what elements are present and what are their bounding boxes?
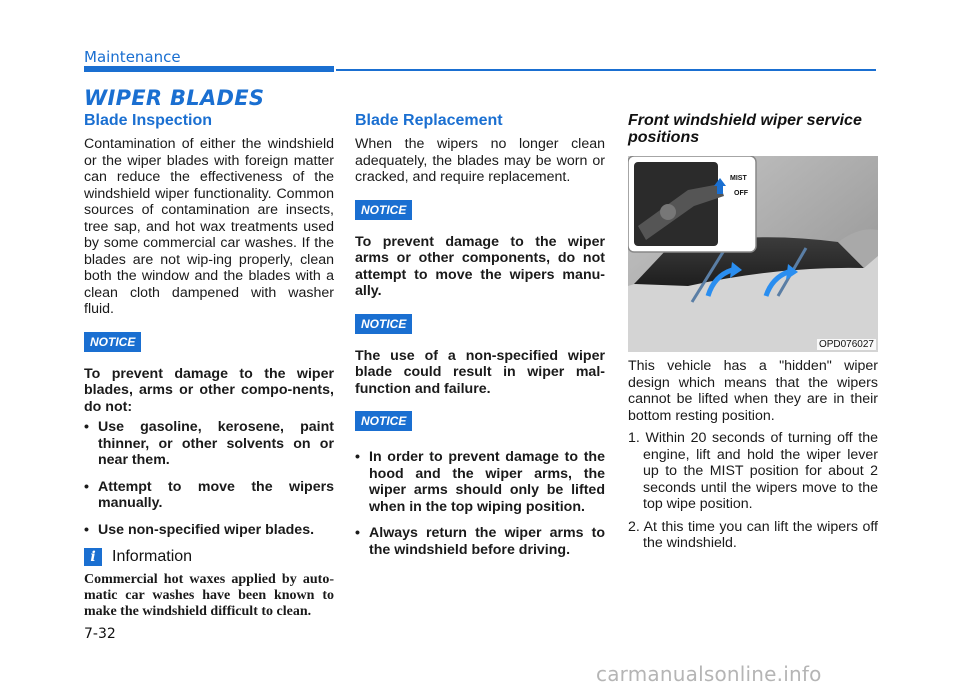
heading-service-positions: Front windshield wiper service positions: [628, 112, 862, 146]
list-item: • Use non-specified wiper blades.: [84, 522, 334, 539]
column-blade-replacement: [355, 112, 605, 568]
inspection-body: Contamination of either the windshield or the wiper blades with foreign matter can reduce the effectiveness of the windshield wiper functionality. Common sources of contamination are insects, tree sap, and hot wax treatments used by some commercial car washes. If the blades are not wip-ing properly, clean both the window and the blades with a clean cloth dampened with washer fluid.: [84, 136, 334, 317]
header-rule-line: [336, 69, 876, 71]
page-number: 7-32: [84, 626, 116, 642]
notice-badge: NOTICE: [355, 200, 412, 220]
notice-text: To prevent damage to the wiper arms or other components, do not attempt to move the wipers manu-ally.: [355, 233, 605, 299]
notice-text: To prevent damage to the wiper blades, arms or other compo-nents, do not:: [84, 365, 334, 415]
wiper-illustration-svg: [628, 156, 878, 352]
replacement-body: When the wipers no longer clean adequately, the blades may be worn or cracked, and require replacement.: [355, 136, 605, 185]
heading-blade-replacement: Blade Replacement: [355, 112, 503, 129]
notice-badge: NOTICE: [355, 314, 412, 334]
list-item: 1. Within 20 seconds of turning off the engine, lift and hold the wiper lever up to the MIST position for about 2 seconds until the wipers move to the top wipe position.: [628, 430, 878, 512]
mist-label: MIST: [730, 175, 747, 182]
notice-text: The use of a non-specified wiper blade could result in wiper mal-function and failure.: [355, 347, 605, 397]
column-blade-inspection: [84, 112, 334, 620]
page-title: WIPER BLADES: [84, 86, 265, 110]
list-item: • In order to prevent damage to the hood and the wiper arms, the wiper arms should only be lifted when in the top wiping position.: [355, 449, 605, 515]
notice-badge: NOTICE: [84, 332, 141, 352]
service-body: This vehicle has a "hidden" wiper design which means that the wipers cannot be lifted when they are in their bottom resting position.: [628, 358, 878, 424]
list-item: 2. At this time you can lift the wipers off the windshield.: [628, 518, 878, 551]
information-title: Information: [112, 548, 193, 565]
list-item: • Always return the wiper arms to the windshield before driving.: [355, 525, 605, 558]
header-rule-bar: [84, 66, 334, 72]
notice-bullet-list: [355, 449, 605, 558]
service-steps: [628, 430, 878, 552]
off-label: OFF: [734, 190, 748, 197]
figure-code: OPD076027: [818, 339, 874, 350]
information-header: [84, 548, 334, 566]
wiper-illustration: [628, 156, 878, 352]
list-item: • Attempt to move the wipers manually.: [84, 479, 334, 512]
info-icon: i: [84, 548, 102, 566]
list-item: • Use gasoline, kerosene, paint thinner, or other solvents on or near them.: [84, 419, 334, 469]
watermark: carmanualsonline.info: [596, 662, 822, 686]
heading-blade-inspection: Blade Inspection: [84, 112, 213, 129]
information-text: Commercial hot waxes applied by auto-matic car washes have been known to make the windshield difficult to clean.: [84, 572, 334, 619]
lever-knob: [660, 204, 676, 220]
notice-bullet-list: [84, 419, 334, 538]
column-service-positions: [628, 112, 878, 558]
section-tab: Maintenance: [84, 48, 181, 66]
notice-badge: NOTICE: [355, 411, 412, 431]
